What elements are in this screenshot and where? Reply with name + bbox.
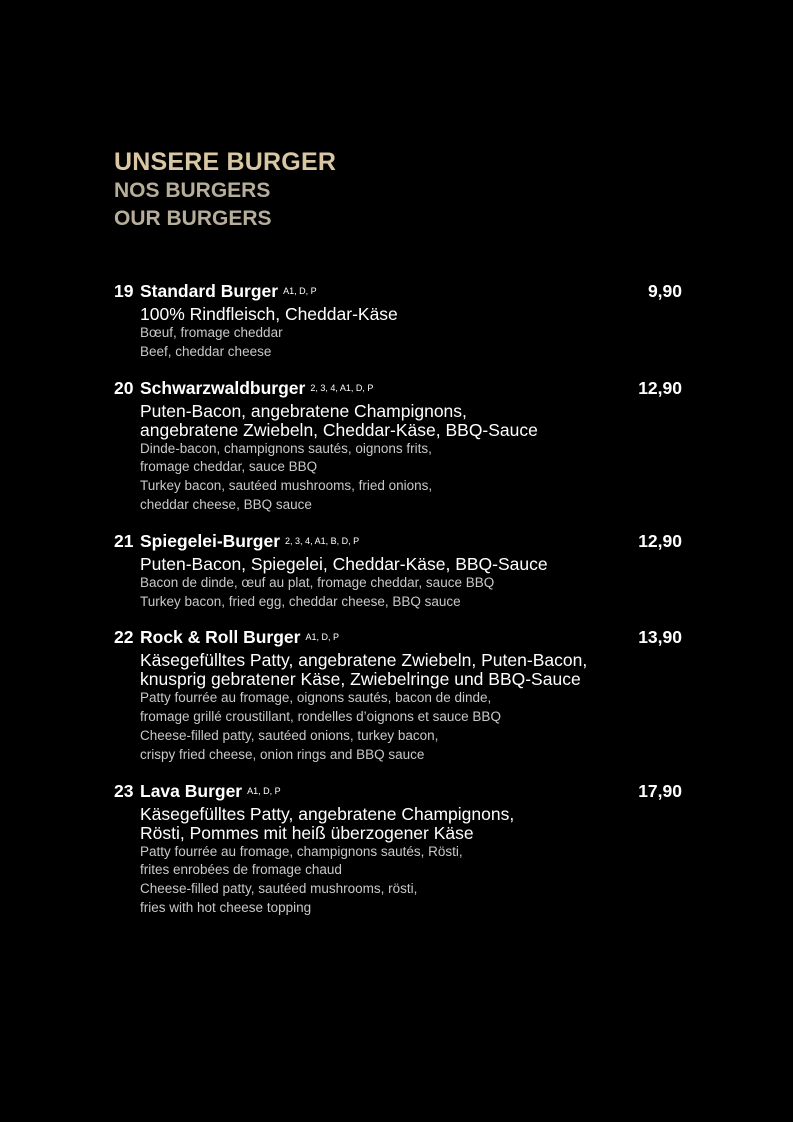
menu-item-header bbox=[114, 531, 682, 555]
item-number: 21 bbox=[114, 530, 134, 551]
item-number: 19 bbox=[114, 281, 134, 301]
allergen-codes: A1, D, P bbox=[247, 785, 281, 796]
description-line: Käsegefülltes Patty, angebratene Champignons, bbox=[140, 803, 515, 824]
allergen-codes: 2, 3, 4, A1, B, D, P bbox=[285, 535, 360, 546]
description-german bbox=[140, 805, 682, 843]
translation-line: Turkey bacon, sautéed mushrooms, fried onions, bbox=[140, 478, 433, 494]
item-name: Spiegelei-Burger bbox=[140, 530, 281, 551]
item-name: Lava Burger bbox=[140, 780, 243, 801]
description-line: Rösti, Pommes mit heiß überzogener Käse bbox=[140, 822, 474, 843]
translation-line: crispy fried cheese, onion rings and BBQ sauce bbox=[140, 746, 425, 762]
description-line: Käsegefülltes Patty, angebratene Zwiebeln, Puten-Bacon, bbox=[140, 650, 588, 671]
allergen-codes: A1, D, P bbox=[305, 632, 339, 643]
translation-line: cheddar cheese, BBQ sauce bbox=[140, 496, 312, 512]
description-line: knusprig gebratener Käse, Zwiebelringe und BBQ-Sauce bbox=[140, 669, 581, 690]
item-description bbox=[140, 555, 682, 612]
allergen-codes: 2, 3, 4, A1, D, P bbox=[310, 382, 374, 393]
menu-item bbox=[114, 781, 682, 918]
translation-line: fromage grillé croustillant, rondelles d’oignons et sauce BBQ bbox=[140, 709, 501, 725]
translation-line: Bœuf, fromage cheddar bbox=[140, 325, 283, 340]
item-description bbox=[140, 805, 682, 918]
item-price: 9,90 bbox=[647, 281, 682, 301]
description-line: 100% Rindfleisch, Cheddar-Käse bbox=[140, 304, 398, 324]
translation-line: Patty fourrée au fromage, oignons sautés, bacon de dinde, bbox=[140, 690, 492, 706]
description-german bbox=[140, 555, 682, 574]
item-name: Standard Burger bbox=[140, 281, 279, 301]
menu-item bbox=[114, 531, 682, 612]
heading-french: NOS BURGERS bbox=[114, 179, 271, 202]
translation-line: Cheese-filled patty, sautéed onions, turkey bacon, bbox=[140, 727, 439, 743]
menu-item-header bbox=[114, 781, 682, 805]
description-translations bbox=[140, 843, 682, 918]
item-name: Rock & Roll Burger bbox=[140, 627, 301, 648]
heading-german: UNSERE BURGER bbox=[114, 148, 337, 176]
menu-item bbox=[114, 281, 682, 362]
item-name: Schwarzwaldburger bbox=[140, 377, 306, 398]
menu-item-header bbox=[114, 378, 682, 402]
description-line: Puten-Bacon, Spiegelei, Cheddar-Käse, BBQ-Sauce bbox=[140, 553, 548, 574]
menu-item-header bbox=[114, 281, 682, 305]
menu-item-header bbox=[114, 627, 682, 651]
item-number: 20 bbox=[114, 377, 134, 398]
translation-line: Cheese-filled patty, sautéed mushrooms, rösti, bbox=[140, 881, 418, 897]
item-description bbox=[140, 651, 682, 764]
item-number: 23 bbox=[114, 780, 134, 801]
translation-line: fromage cheddar, sauce BBQ bbox=[140, 459, 318, 475]
translation-line: fries with hot cheese topping bbox=[140, 899, 312, 915]
description-line: Puten-Bacon, angebratene Champignons, bbox=[140, 400, 467, 421]
translation-line: Beef, cheddar cheese bbox=[140, 343, 272, 359]
description-german bbox=[140, 305, 682, 324]
item-price: 12,90 bbox=[638, 377, 682, 398]
menu-item bbox=[114, 378, 682, 515]
menu-item bbox=[114, 627, 682, 764]
item-description bbox=[140, 305, 682, 362]
item-number: 22 bbox=[114, 627, 134, 648]
description-line: angebratene Zwiebeln, Cheddar-Käse, BBQ-Sauce bbox=[140, 419, 538, 440]
item-price: 17,90 bbox=[638, 780, 682, 801]
allergen-codes: A1, D, P bbox=[283, 286, 317, 296]
heading-english: OUR BURGERS bbox=[114, 207, 272, 230]
description-translations bbox=[140, 689, 682, 764]
translation-line: Patty fourrée au fromage, champignons sautés, Rösti, bbox=[140, 843, 463, 859]
burger-list bbox=[114, 281, 682, 934]
description-translations bbox=[140, 440, 682, 515]
description-translations bbox=[140, 574, 682, 612]
item-price: 12,90 bbox=[638, 530, 682, 551]
description-translations bbox=[140, 324, 682, 362]
translation-line: frites enrobées de fromage chaud bbox=[140, 862, 342, 878]
section-headings bbox=[114, 147, 336, 233]
item-description bbox=[140, 402, 682, 515]
translation-line: Turkey bacon, fried egg, cheddar cheese, BBQ sauce bbox=[140, 593, 461, 609]
description-german bbox=[140, 651, 682, 689]
description-german bbox=[140, 402, 682, 440]
translation-line: Bacon de dinde, œuf au plat, fromage cheddar, sauce BBQ bbox=[140, 574, 495, 590]
translation-line: Dinde-bacon, champignons sautés, oignons frits, bbox=[140, 440, 432, 456]
item-price: 13,90 bbox=[638, 627, 682, 648]
